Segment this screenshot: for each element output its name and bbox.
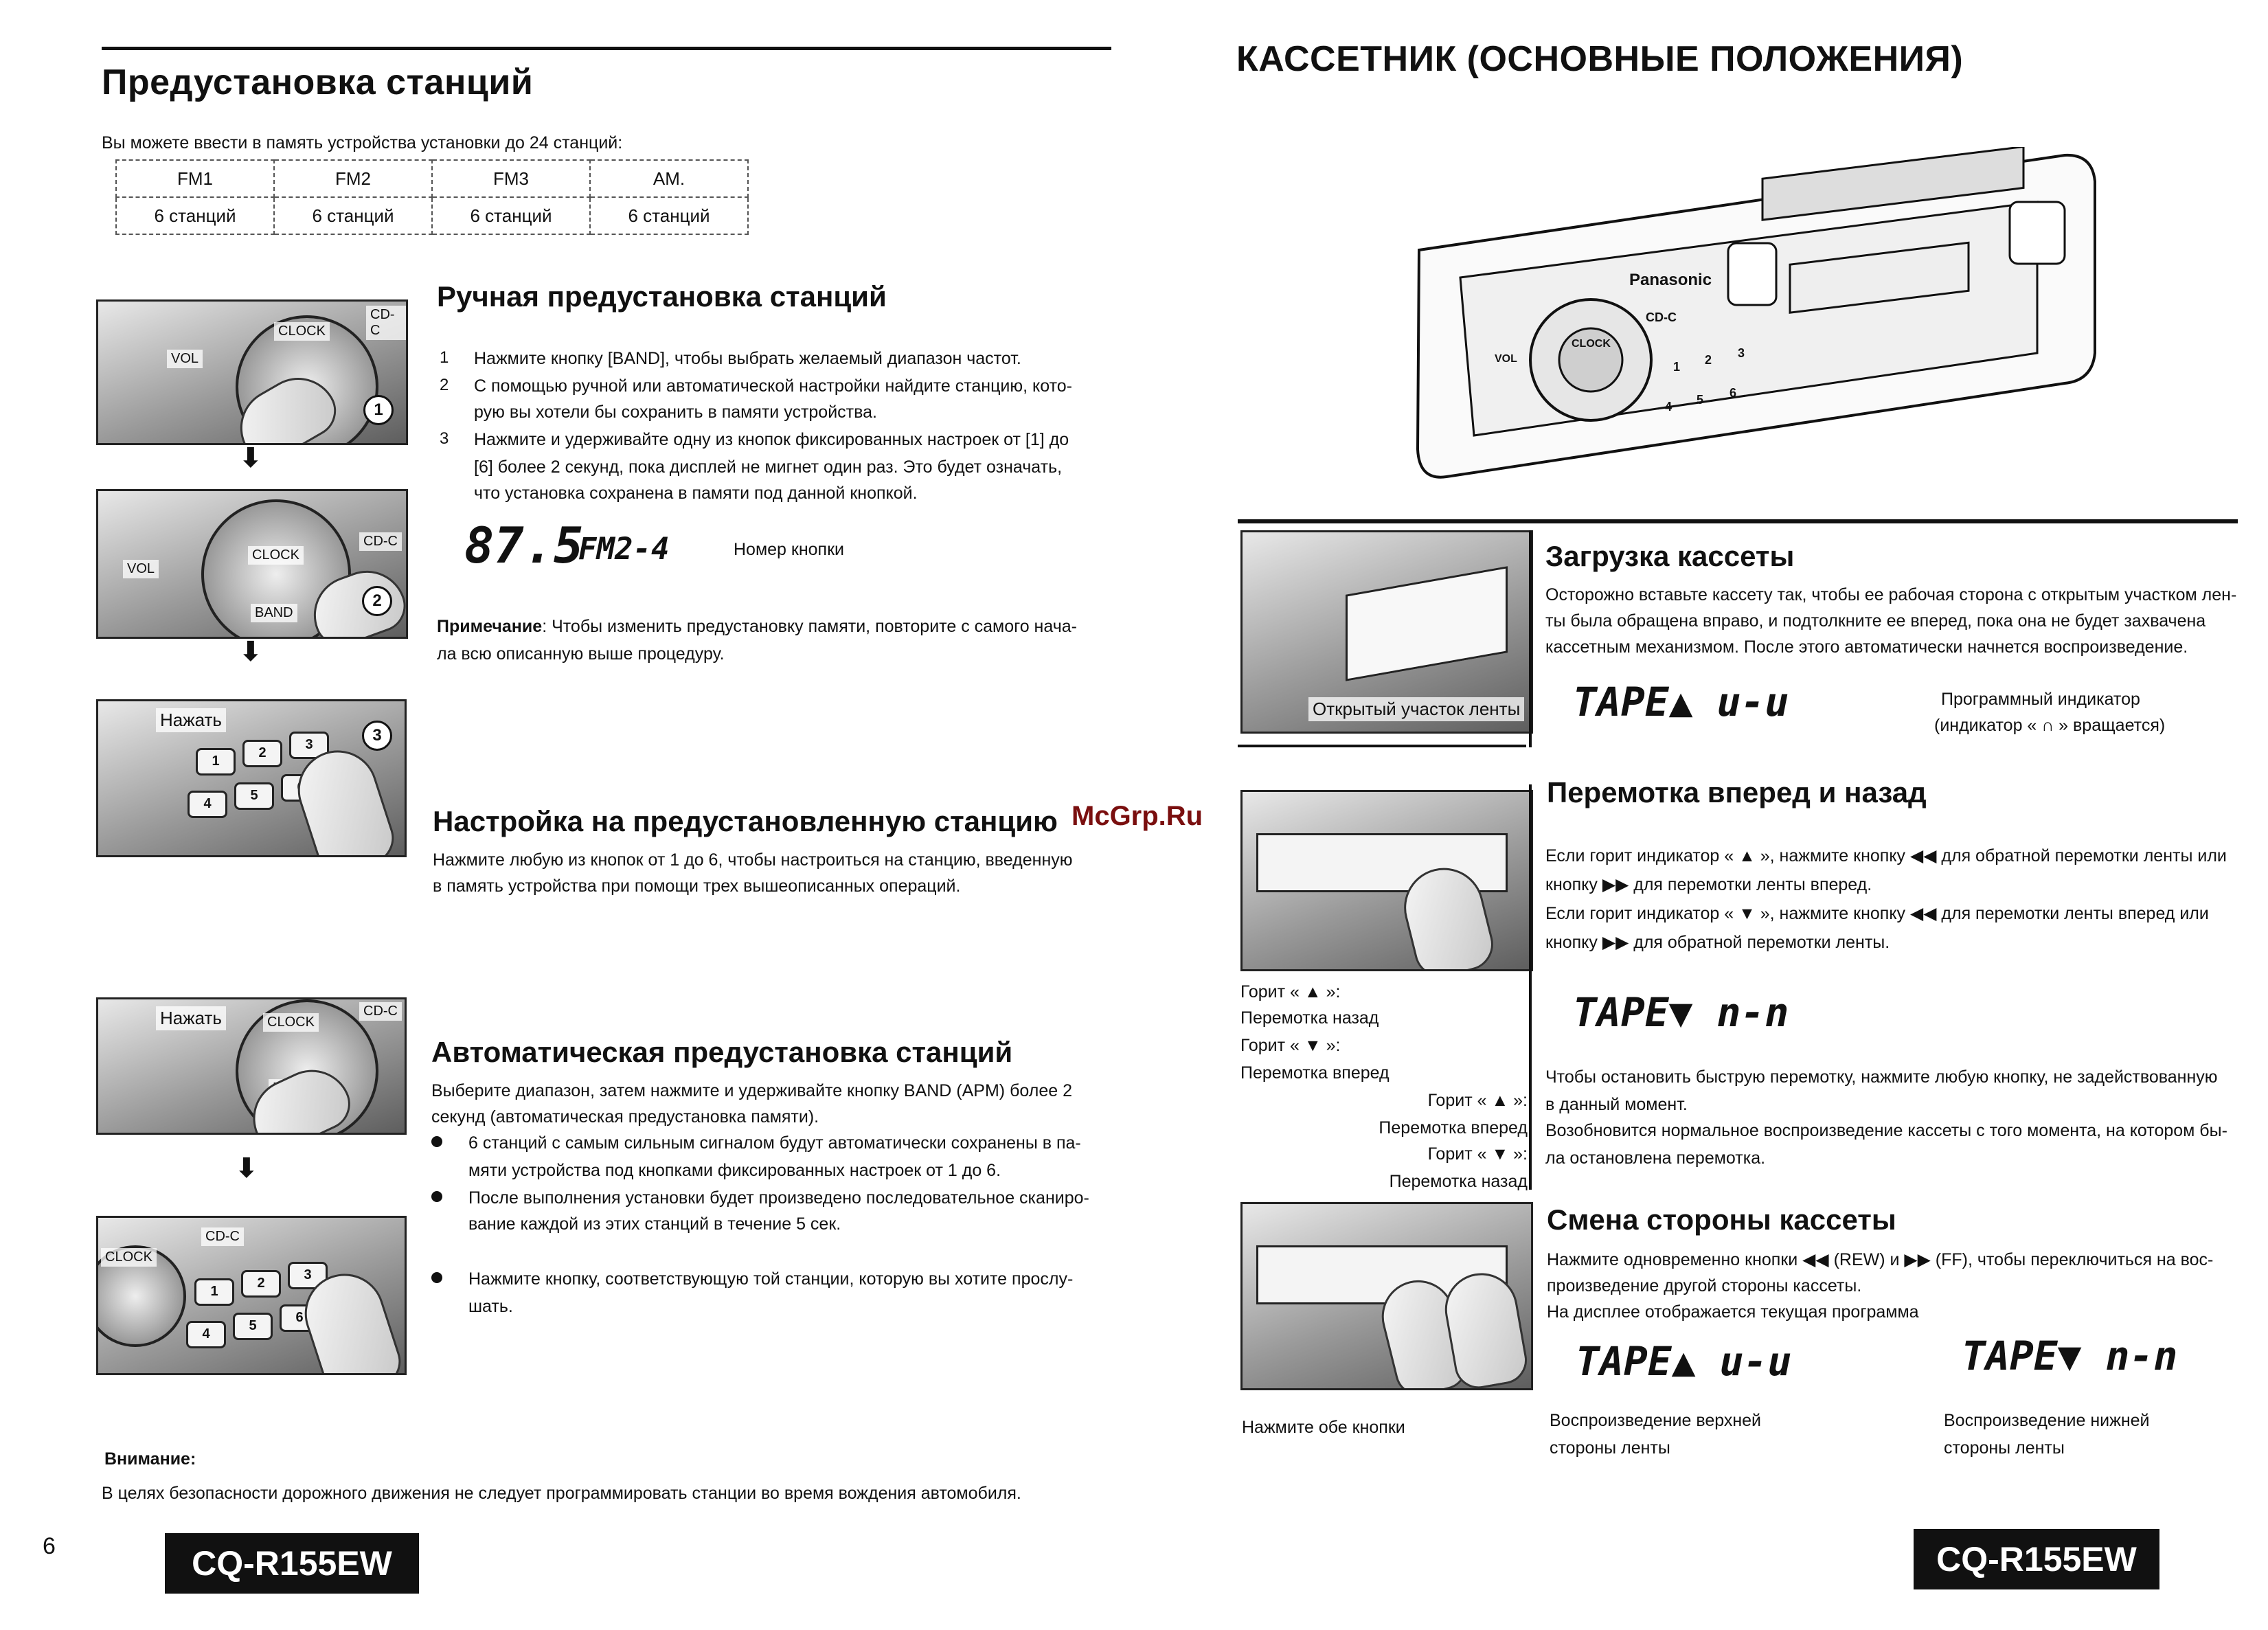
section-rule: [1238, 745, 1526, 747]
table-cell: 6 станций: [116, 197, 274, 234]
step-3-text-cont: [6] более 2 секунд, пока дисплей не мигнет один раз. Это будет означать,: [474, 457, 1063, 477]
auto-bullet-2-cont: вание каждой из этих станций в течение 5 сек.: [468, 1214, 841, 1234]
photo-tuning: [96, 489, 408, 639]
side-text-cont: произведение другой стороны кассеты.: [1547, 1276, 1862, 1295]
band-label: BAND: [251, 604, 297, 622]
photo-caption: Открытый участок ленты: [1308, 697, 1524, 721]
lower-side-caption-cont: стороны ленты: [1944, 1438, 2065, 1458]
auto-text-cont: секунд (автоматическая предустановка памяти).: [431, 1107, 819, 1127]
stop-text: Чтобы остановить быструю перемотку, нажмите любую кнопку, не задействованную: [1545, 1067, 2218, 1087]
preset-key: 4: [186, 1321, 226, 1348]
bullet: [431, 1272, 442, 1283]
load-title: Загрузка кассеты: [1545, 540, 1795, 572]
side-text: Нажмите одновременно кнопки ◀◀ (REW) и ▶▶ (FF), чтобы переключиться на вос-: [1547, 1250, 2214, 1269]
preset-key: 2: [242, 740, 282, 767]
table-cell: 6 станций: [274, 197, 432, 234]
circled-number: 1: [363, 395, 394, 425]
warning-label: Внимание:: [104, 1449, 196, 1469]
circled-number: 3: [362, 721, 392, 751]
stop-text-cont: Возобновится нормальное воспроизведение кассеты с того момента, на котором бы-: [1545, 1121, 2227, 1140]
down-arrow-icon: ⬇: [239, 637, 262, 667]
side-title: Смена стороны кассеты: [1547, 1203, 1896, 1236]
ffrew-caption: Перемотка назад: [1240, 1008, 1379, 1028]
bullet: [431, 1191, 442, 1202]
manual-preset-title: Ручная предустановка станций: [437, 280, 887, 313]
load-text-cont: ты была обращена вправо, и подтолкните ее вперед, пока она не будет захвачена: [1545, 611, 2206, 631]
preset-key: 3: [288, 1262, 328, 1289]
auto-bullet-2: После выполнения установки будет произведено последовательное сканиро-: [468, 1188, 1089, 1208]
photo-band-press: [96, 997, 407, 1135]
display-frequency: 87.5: [464, 517, 584, 574]
display-band: FM2-4: [578, 532, 670, 567]
warning-text: В целях безопасности дорожного движения не следует программировать станции во время вождения автомобиля.: [102, 1484, 1021, 1503]
table-header: AM.: [590, 160, 748, 197]
note-text: : Чтобы изменить предустановку памяти, повторите с самого нача-: [542, 617, 1077, 636]
vol-label: VOL: [1495, 353, 1517, 365]
indicator-caption-cont: (индикатор « ∩ » вращается): [1934, 716, 2166, 735]
upper-side-caption-cont: стороны ленты: [1550, 1438, 1670, 1458]
preset-key: 6: [280, 1304, 319, 1332]
page-number: 6: [43, 1533, 56, 1559]
lower-side-caption: Воспроизведение нижней: [1944, 1411, 2150, 1430]
upper-side-caption: Воспроизведение верхней: [1550, 1411, 1762, 1430]
down-arrow-icon: ⬇: [235, 1153, 258, 1184]
step-3-text: Нажмите и удерживайте одну из кнопок фиксированных настроек от [1] до: [474, 430, 1069, 449]
photo-cassette-insert: [1240, 530, 1533, 734]
page-title-right: КАССЕТНИК (ОСНОВНЫЕ ПОЛОЖЕНИЯ): [1236, 39, 1964, 79]
top-rule-left: [102, 47, 1111, 50]
auto-bullet-3-cont: шать.: [468, 1297, 513, 1316]
ffrew-text: Если горит индикатор « ▲ », нажмите кнопку ◀◀ для обратной перемотки ленты или: [1545, 846, 2227, 865]
photo-preset-buttons: [96, 699, 407, 857]
step-2-text-cont: рую вы хотели бы сохранить в памяти устройства.: [474, 403, 877, 422]
tune-text: Нажмите любую из кнопок от 1 до 6, чтобы настроиться на станцию, введенную: [433, 850, 1073, 870]
preset-key: 1: [1673, 360, 1681, 374]
display-caption: Номер кнопки: [734, 540, 844, 559]
model-badge-left: CQ-R155EW: [165, 1533, 419, 1594]
auto-bullet-1-cont: мяти устройства под кнопками фиксированных настроек от 1 до 6.: [468, 1161, 1001, 1180]
vol-label: VOL: [123, 560, 159, 578]
step-number: 2: [440, 376, 449, 394]
tune-preset-title: Настройка на предустановленную станцию: [433, 805, 1058, 837]
circled-number: 2: [362, 586, 392, 616]
cdc-label: CD-C: [359, 1002, 402, 1021]
press-label: Нажать: [156, 1006, 226, 1030]
clock-label: CLOCK: [101, 1248, 157, 1267]
step-3-text-cont: что установка сохранена в памяти под данной кнопкой.: [474, 484, 918, 503]
table-cell: 6 станций: [432, 197, 590, 234]
section-divider: [1529, 784, 1532, 1190]
photo-band-button: [96, 299, 408, 445]
clock-label: CLOCK: [248, 546, 304, 565]
stop-text-cont: в данный момент.: [1545, 1095, 1688, 1114]
preset-key: 1: [194, 1278, 234, 1306]
preset-key: 4: [1665, 400, 1672, 414]
step-number: 1: [440, 348, 449, 367]
note-label: Примечание: [437, 617, 543, 636]
memory-table: [115, 159, 749, 235]
watermark: McGrp.Ru: [1071, 801, 1203, 831]
note-text-cont: ла всю описанную выше процедуру.: [437, 644, 725, 664]
cdc-label: CD-C: [366, 306, 406, 340]
cdc-label: CD-C: [201, 1227, 244, 1246]
photo-caption: Нажмите обе кнопки: [1242, 1418, 1405, 1437]
tape-display: TAPE▼ n-n: [1573, 989, 1789, 1036]
ffrew-title: Перемотка вперед и назад: [1547, 776, 1927, 808]
ffrew-caption: Горит « ▲ »:: [1240, 982, 1341, 1001]
auto-preset-title: Автоматическая предустановка станций: [431, 1036, 1013, 1068]
auto-bullet-1: 6 станций с самым сильным сигналом будут автоматически сохранены в па-: [468, 1133, 1081, 1153]
clock-label: CLOCK: [1572, 338, 1611, 350]
bullet: [431, 1136, 442, 1147]
photo-side-change: [1240, 1202, 1533, 1390]
preset-key: 1: [196, 748, 236, 776]
note: [437, 613, 1077, 640]
clock-label: CLOCK: [263, 1013, 319, 1032]
cdc-label: CD-C: [359, 532, 402, 551]
step-2-text: С помощью ручной или автоматической настройки найдите станцию, кото-: [474, 376, 1072, 396]
ffrew-caption: Горит « ▲ »:: [1427, 1091, 1528, 1110]
stop-text-cont: ла остановлена перемотка.: [1545, 1148, 1766, 1168]
ffrew-caption: Горит « ▼ »:: [1427, 1144, 1528, 1164]
preset-key: 4: [188, 791, 227, 818]
preset-key: 3: [1738, 346, 1745, 360]
ffrew-text-cont: кнопку ▶▶ для обратной перемотки ленты.: [1545, 933, 1890, 952]
side-text-cont: На дисплее отображается текущая программа: [1547, 1302, 1919, 1322]
preset-key: 2: [241, 1270, 281, 1298]
press-label: Нажать: [156, 708, 226, 732]
ffrew-caption: Горит « ▼ »:: [1240, 1036, 1341, 1055]
preset-key: 2: [1705, 353, 1712, 367]
tape-display: TAPE▲ u-u: [1573, 679, 1789, 725]
step-number: 3: [440, 429, 449, 448]
table-header: FM3: [432, 160, 590, 197]
tape-display-lower: TAPE▼ n-n: [1962, 1333, 2178, 1379]
preset-key: 5: [234, 782, 274, 810]
load-text-cont: кассетным механизмом. После этого автоматически начнется воспроизведение.: [1545, 637, 2188, 657]
indicator-caption: Программный индикатор: [1941, 690, 2140, 709]
device-illustration: [1405, 147, 2106, 490]
preset-key: 6: [1730, 386, 1737, 400]
table-header: FM1: [116, 160, 274, 197]
section-divider: [1529, 530, 1532, 747]
tape-display-upper: TAPE▲ u-u: [1576, 1338, 1792, 1385]
table-header: FM2: [274, 160, 432, 197]
preset-key: 5: [233, 1313, 273, 1340]
clock-label: CLOCK: [274, 322, 330, 341]
ffrew-text-cont: Если горит индикатор « ▼ », нажмите кнопку ◀◀ для перемотки ленты вперед или: [1545, 904, 2209, 923]
brand-label: Panasonic: [1629, 271, 1712, 289]
down-arrow-icon: ⬇: [239, 443, 262, 473]
photo-presets-scan: [96, 1216, 407, 1375]
ffrew-caption: Перемотка назад: [1389, 1172, 1528, 1191]
auto-text: Выберите диапазон, затем нажмите и удерживайте кнопку BAND (APM) более 2: [431, 1081, 1072, 1100]
ffrew-caption: Перемотка вперед: [1240, 1063, 1390, 1083]
section-rule: [1238, 519, 2238, 523]
step-1-text: Нажмите кнопку [BAND], чтобы выбрать желаемый диапазон частот.: [474, 349, 1021, 368]
preset-key: 3: [289, 732, 329, 759]
device-drawing: [1405, 147, 2106, 490]
preset-key: 5: [1697, 393, 1704, 407]
vol-label: VOL: [167, 350, 203, 368]
table-cell: 6 станций: [590, 197, 748, 234]
intro-text: Вы можете ввести в память устройства установки до 24 станций:: [102, 133, 623, 152]
load-text: Осторожно вставьте кассету так, чтобы ее рабочая сторона с открытым участком лен-: [1545, 585, 2237, 604]
photo-ff-rew: [1240, 790, 1533, 971]
model-badge-right: CQ-R155EW: [1914, 1529, 2159, 1589]
cassette: [1346, 566, 1508, 681]
auto-bullet-3: Нажмите кнопку, соответствующую той станции, которую вы хотите прослу-: [468, 1269, 1074, 1289]
cdc-label: CD-C: [1646, 310, 1677, 324]
tune-text-cont: в память устройства при помощи трех вышеописанных операций.: [433, 876, 961, 896]
ffrew-text-cont: кнопку ▶▶ для перемотки ленты вперед.: [1545, 875, 1872, 894]
page-title-left: Предустановка станций: [102, 63, 534, 102]
ffrew-caption: Перемотка вперед: [1379, 1118, 1528, 1137]
